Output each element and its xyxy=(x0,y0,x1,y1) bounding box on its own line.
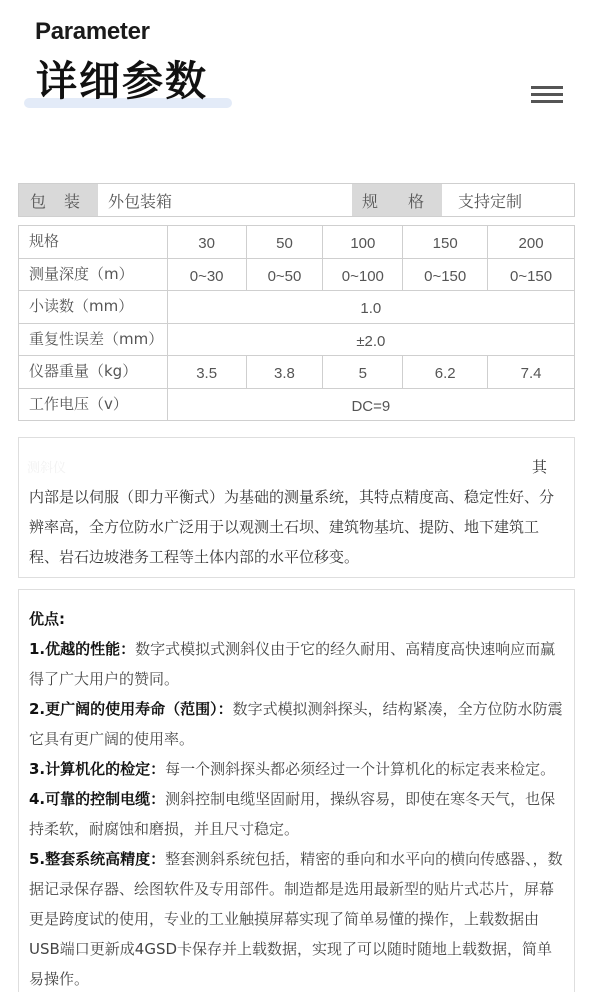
row-label: 测量深度（m） xyxy=(19,258,168,291)
header-title-cn: 详细参数 xyxy=(36,57,208,105)
row-label: 规格 xyxy=(19,226,168,259)
advantage-key: 4.可靠的控制电缆： xyxy=(29,790,166,808)
packaging-label-char: 装 xyxy=(63,191,80,211)
advantages-title: 优点: xyxy=(29,610,65,628)
packaging-table xyxy=(18,183,575,217)
row-label: 仪器重量（kg） xyxy=(19,356,168,389)
spec-label-char: 规 xyxy=(362,191,379,211)
advantage-text: 测斜控制电缆坚固耐用，操纵容易，即使在寒冬天气，也保持柔软，耐腐蚀和磨损，并且尺寸稳定。 xyxy=(29,790,556,838)
advantage-item xyxy=(29,694,564,754)
table-cell: 3.8 xyxy=(246,356,323,389)
advantage-key: 2.更广阔的使用寿命（范围）： xyxy=(29,700,233,718)
header-title-en: Parameter xyxy=(35,18,150,45)
advantage-text: 整套测斜系统包括，精密的垂向和水平向的横向传感器、，数据记录保存器、绘图软件及专用部件。制造都是选用最新型的贴片式芯片，屏幕更是跨度试的使用，专业的工业触摸屏幕实现了简单易懂的操作，上载数据由USB端口更新成4GSD卡保存并上载数据，实现了可以随时随地上载数据，简单易操作。 xyxy=(29,850,563,988)
advantage-key: 3.计算机化的检定： xyxy=(29,760,166,778)
menu-bar xyxy=(531,93,563,96)
row-label: 重复性误差（mm） xyxy=(19,323,168,356)
spec-value: 支持定制 xyxy=(442,184,574,216)
table-cell: 100 xyxy=(323,226,403,259)
description-body: 内部是以伺服（即力平衡式）为基础的测量系统，其特点精度高、稳定性好、分辨率高，全方位防水广泛用于以观测土石坝、建筑物基坑、提防、地下建筑工程、岩石边坡港务工程等土体内部的水平位移变。 xyxy=(29,488,555,566)
description-box xyxy=(18,437,575,578)
table-cell-merged: ±2.0 xyxy=(167,323,574,356)
spec-table xyxy=(18,225,575,421)
menu-bar xyxy=(531,86,563,89)
advantage-item xyxy=(29,844,564,992)
description-faded-text: 测斜仪 xyxy=(27,461,67,476)
table-cell-merged: DC=9 xyxy=(167,388,574,421)
hamburger-menu-icon[interactable] xyxy=(531,86,563,104)
advantage-key: 5.整套系统高精度： xyxy=(29,850,166,868)
table-row xyxy=(19,356,575,389)
advantage-item xyxy=(29,754,564,784)
table-cell: 200 xyxy=(488,226,575,259)
table-cell: 3.5 xyxy=(167,356,246,389)
table-cell: 50 xyxy=(246,226,323,259)
table-row xyxy=(19,258,575,291)
row-label: 小读数（mm） xyxy=(19,291,168,324)
table-row xyxy=(19,388,575,421)
table-cell: 0~30 xyxy=(167,258,246,291)
header-title-block xyxy=(24,56,234,108)
advantage-item xyxy=(29,784,564,844)
table-row xyxy=(19,291,575,324)
table-cell: 7.4 xyxy=(488,356,575,389)
table-cell: 5 xyxy=(323,356,403,389)
advantage-text: 数字式模拟测斜探头，结构紧凑，全方位防水防震它具有更广阔的使用率。 xyxy=(29,700,563,748)
advantage-text: 每一个测斜探头都必须经过一个计算机化的标定表来检定。 xyxy=(165,760,556,778)
table-cell: 0~50 xyxy=(246,258,323,291)
table-row xyxy=(19,323,575,356)
menu-bar xyxy=(531,100,563,103)
spec-label xyxy=(352,184,442,216)
table-row xyxy=(19,226,575,259)
table-cell: 0~100 xyxy=(323,258,403,291)
packaging-label xyxy=(19,184,98,216)
table-cell: 0~150 xyxy=(488,258,575,291)
table-cell: 30 xyxy=(167,226,246,259)
table-cell: 0~150 xyxy=(403,258,488,291)
packaging-value: 外包装箱 xyxy=(98,184,352,216)
packaging-label-char: 包 xyxy=(30,191,47,211)
table-cell: 6.2 xyxy=(403,356,488,389)
row-label: 工作电压（v） xyxy=(19,388,168,421)
description-first-line: 其 xyxy=(531,458,547,476)
table-cell-merged: 1.0 xyxy=(167,291,574,324)
advantages-box xyxy=(18,589,575,992)
spec-label-char: 格 xyxy=(407,191,424,211)
advantage-text: 数字式模拟式测斜仪由于它的经久耐用、高精度高快速响应而赢得了广大用户的赞同。 xyxy=(29,640,556,688)
advantage-key: 1.优越的性能： xyxy=(29,640,136,658)
advantage-item xyxy=(29,634,564,694)
table-cell: 150 xyxy=(403,226,488,259)
